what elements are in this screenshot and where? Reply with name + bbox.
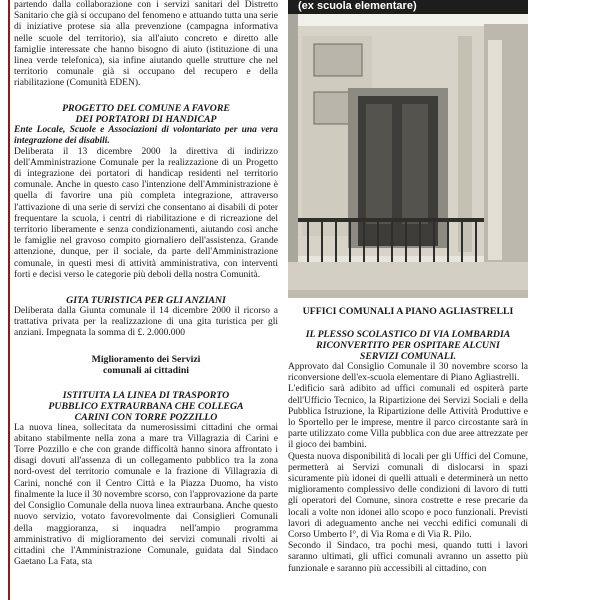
- plesso-body-3: Questa nuova disponibilità di locali per gli Uffici del Comune, permetterà ai Servizi comunali di dislocarsi in spazi sicuramente più idonei di quelli attuali e determinerà un netto miglioramento complessivo delle condizioni di lavoro di tutti gli operatori del Comune, sinora costrette e rese precarie da locali a volte non idonei allo scopo e poco funzionali. Previsti lavori di adeguamento anche nei vecchi edifici comunali di Corso Umberto I°, di Via Roma e di Via R. Pilo.: [288, 451, 528, 541]
- photo-caption: (ex scuola elementare): [288, 0, 528, 14]
- handicap-body: Deliberata il 13 dicembre 2000 la direttiva di indirizzo dell'Amministrazione Comunale per la realizzazione di un Progetto di integrazione dei portatori di handicap residenti nel territorio comunale. Anche in questo caso l'intenzione dell'Amministrazione è quella di favorire una più completa integrazione, attraverso l'attivazione di una serie di servizi che consentano ai disabili di poter frequentare la scuola, i centri di riabilitazione e di ricreazione del territorio liberamente e senza condizionamenti, aiutando così anche le famiglie nel gravoso compito giornaliero dell'assistenza. Grande attenzione, dunque, per il sociale, da parte dell'Amministrazione comunale, in questi mesi di attività amministrativa, con interventi forti e decisi verso le categorie più deboli della nostra Comunità.: [14, 146, 278, 280]
- plesso-body-1: Approvato dal Consiglio Comunale il 30 novembre scorso la riconversione dell'ex-scuola elementare di Piano Agliastrelli.: [288, 362, 528, 384]
- gita-body: Deliberata dalla Giunta comunale il 14 dicembre 2000 il ricorso a trattativa privata per la realizzazione di una gita turistica per gli anziani. Impegnata la somma di £. 2.000.000: [14, 306, 278, 339]
- linea-body: La nuova linea, sollecitata da numerosissimi cittadini che ormai abitano stabilmente nella zona a mare tra Villagrazia di Carini e Torre Pozzillo e che con grande difficoltà hanno sinora affrontato i disagi dovuti all'assenza di un collegamento pubblico tra la zona nord-ovest del territorio comunale e la frazione di Villagrazia di Carini, nonché con il Centro Città e la Piazza Duomo, ha visto finalmente la luce il 30 novembre scorso, con l'approvazione da parte del Consiglio Comunale della nuova linea extraurbana. Anche questo nuovo servizio, votato favorevolmente dai Consiglieri Comunali della maggioranza, si inquadra nell'ampio programma amministrativo di miglioramento dei servizi comunali rivolti ai cittadini che l'Amministrazione Comunale, guidata dal Sindaco Gaetano La Fata, sta: [14, 422, 278, 568]
- plesso-body-4: Secondo il Sindaco, tra pochi mesi, quando tutti i lavori saranno ultimati, gli uffici comunali avranno un assetto più funzionale e saranno più accessibili al cittadino, con: [288, 541, 528, 574]
- plesso-title-2: RICONVERTITO PER OSPITARE ALCUNI: [316, 340, 500, 351]
- plesso-body-2: L'edificio sarà adibito ad uffici comunali ed ospiterà parte dell'Ufficio Tecnico, la Ripartizione dei Servizi Sociali e della Pubblica Istruzione, la Ripartizione delle Attività Produttive e lo Sportello per le imprese, mentre il parco circostante sarà in parte utilizzato come Villa pubblica con due aree attrezzate per il gioco dei bambini.: [288, 384, 528, 451]
- handicap-title-1: PROGETTO DEL COMUNE A FAVORE: [62, 102, 230, 114]
- school-building-photo: [288, 0, 528, 298]
- servizi-title-1: Miglioramento dei Servizi: [91, 353, 201, 365]
- left-column: [14, 0, 278, 568]
- uffici-title: UFFICI COMUNALI A PIANO AGLIASTRELLI: [302, 306, 514, 317]
- linea-title-1: ISTITUITA LA LINEA DI TRASPORTO: [62, 389, 230, 401]
- intro-paragraph: partendo dalla collaborazione con i servizi sanitari del Distretto Sanitario che già si occupano del fenomeno e attuando tutta una serie di iniziative protese sia alla prevenzione (campagna informativa nelle scuole del territorio), sia all'aiuto concreto e diretto alle famiglie interessate che hanno bisogno di aiuto (istituzione di una linea verde telefonica), sia infine aiutando quelle strutture che nel territorio comunale già si occupano del recupero e della riabilitazione (Comunità EDEN).: [14, 0, 278, 89]
- plesso-title-3: SERVIZI COMUNALI.: [359, 351, 457, 362]
- plesso-title-1: IL PLESSO SCOLASTICO DI VIA LOMBARDIA: [305, 329, 511, 340]
- handicap-subtitle: Ente Locale, Scuole e Associazioni di volontariato per una vera integrazione dei disabili.: [14, 124, 278, 146]
- handicap-title-2: DEI PORTATORI DI HANDICAP: [75, 113, 217, 125]
- linea-title-3: CARINI CON TORRE POZZILLO: [74, 411, 218, 423]
- gita-title: GITA TURISTICA PER GLI ANZIANI: [66, 295, 226, 307]
- linea-title-2: PUBBLICO EXTRAURBANA CHE COLLEGA: [48, 400, 244, 412]
- building-illustration: [288, 0, 528, 298]
- right-text: [288, 306, 528, 575]
- servizi-title-2: comunali ai cittadini: [102, 364, 189, 376]
